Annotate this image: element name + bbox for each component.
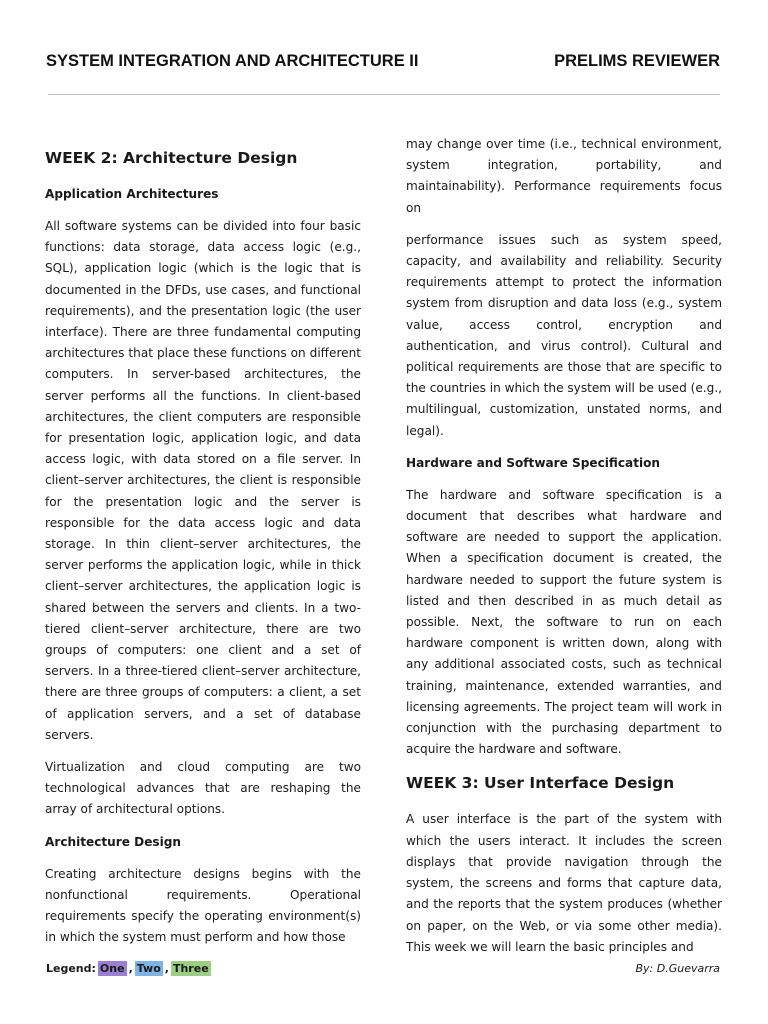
legend-label: Legend: [46,961,96,975]
legend [46,961,211,976]
week2-heading: WEEK 2: Architecture Design [45,149,298,167]
hardware-software-heading: Hardware and Software Specification [406,455,661,470]
page-header [46,48,720,74]
right-column [406,134,722,969]
author-byline: By: D.Guevarra [635,961,720,975]
continued-paragraph-top: may change over time (i.e., technical environment, system integration, portability, and maintainability). Performance requirements focus on [406,137,722,215]
page-footer [46,958,720,978]
document-subtitle: PRELIMS REVIEWER [554,51,720,70]
legend-chip-one: One [99,961,125,975]
header-divider [48,94,720,95]
legend-separator: , [128,961,133,975]
legend-chip-three: Three [172,961,209,975]
requirements-paragraph: performance issues such as system speed, capacity, and availability and reliability. Security requirements attempt to protect the information system from disruption and data loss (e.g., system value, access control, encryption and authentication, and virus control). Cultural and political requirements are those that are specific to the countries in which the system will be used (e.g., multilingual, customization, unstated norms, and legal). [406,232,723,438]
application-architectures-heading: Application Architectures [45,187,219,201]
document-title: SYSTEM INTEGRATION AND ARCHITECTURE II [46,51,419,70]
user-interface-paragraph: A user interface is the part of the system with which the users interact. It includes the screen displays that provide navigation through the system, the screens and forms that capture data, and the reports that the system produces (whether on paper, on the Web, or via some other media). This week we will learn the basic principles and [406,812,722,954]
architecture-design-heading: Architecture Design [45,834,182,849]
legend-separator: , [164,961,169,975]
application-architectures-paragraph: All software systems can be divided into four basic functions: data storage, data access logic (e.g., SQL), application logic (which is the logic that is documented in the DFDs, use cases, and functional requirements), and the presentation logic (the user interface). There are three fundamental computing architectures that place these functions on different computers. In server-based architectures, the server performs all the functions. In client-based architectures, the client computers are responsible for presentation logic, application logic, and data access logic, with data stored on a file server. In client–server architectures, the client is responsible for the presentation logic and the server is responsible for the data access logic and data storage. In thin client–server architectures, the server performs the application logic, while in thick client–server architectures, the application logic is shared between the servers and clients. In a two-tiered client–server architecture, there are two groups of computers: one client and a set of servers. In a three-tiered client–server architecture, there are three groups of computers: a client, a set of application servers, and a set of database servers. [45,219,361,742]
virtualization-paragraph: Virtualization and cloud computing are two technological advances that are reshaping the array of architectural options. [45,760,361,817]
architecture-design-paragraph: Creating architecture designs begins with the nonfunctional requirements. Operational requirements specify the operating environment(s) in which the system must perform and how those [45,866,361,945]
left-column [45,146,361,960]
week3-heading: WEEK 3: User Interface Design [406,774,675,793]
legend-chip-two: Two [136,961,161,975]
hardware-software-paragraph: The hardware and software specification is a document that describes what hardware and software are needed to support the application. When a specification document is created, the hardware needed to support the future system is listed and then described in as much detail as possible. Next, the software to run on each hardware component is written down, along with any additional associated costs, such as technical training, maintenance, extended warranties, and licensing agreements. The project team will work in conjunction with the purchasing department to acquire the hardware and software. [406,487,722,757]
